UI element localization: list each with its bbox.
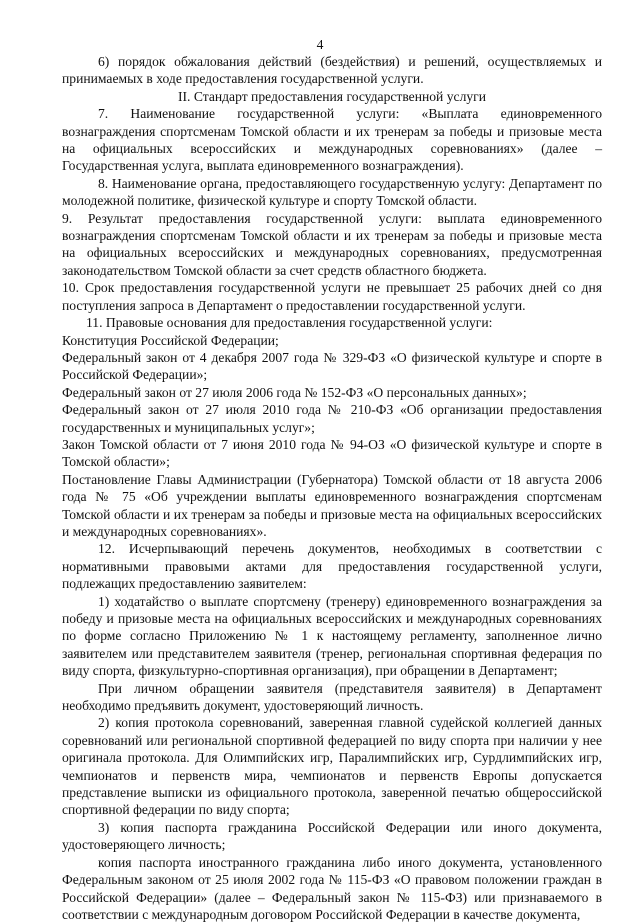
paragraph: При личном обращении заявителя (представителя заявителя) в Департамент необходимо предъявить документ, удостоверяющий личность. xyxy=(62,680,602,714)
paragraph: Постановление Главы Администрации (Губернатора) Томской области от 18 августа 2006 года № 75 «Об учреждении выплаты единовременного вознаграждения спортсменам Томской области и их тренерам за победы и призовые места на официальных всероссийских и международных соревнованиях». xyxy=(62,471,602,539)
paragraph: 3) копия паспорта гражданина Российской Федерации или иного документа, удостоверяющего личность; xyxy=(62,819,602,853)
paragraph: 7. Наименование государственной услуги: «Выплата единовременного вознаграждения спортсменам Томской области и их тренерам за победы и призовые места на официальных всероссийских и международных соревнованиях» (далее – Государственная услуга, выплата единовременного вознаграждения). xyxy=(62,106,602,174)
paragraph: Федеральный закон от 4 декабря 2007 года № 329-ФЗ «О физической культуре и спорте в Российской Федерации»; xyxy=(62,349,602,383)
paragraph: 12. Исчерпывающий перечень документов, необходимых в соответствии с нормативными правовыми актами для предоставления государственной услуги, подлежащих предоставлению заявителем: xyxy=(62,541,602,592)
document-body xyxy=(62,53,602,923)
paragraph: Конституция Российской Федерации; xyxy=(62,332,279,348)
page-number: 4 xyxy=(316,37,324,52)
section-heading: II. Стандарт предоставления государственной услуги xyxy=(177,88,486,104)
paragraph: 2) копия протокола соревнований, заверенная главной судейской коллегией данных соревнований или региональной спортивной федерацией по виду спорта при наличии у нее оригинала протокола. Для Олимпийских игр, Паралимпийских игр, Сурдлимпийских игр, чемпионатов и первенств мира, чемпионатов и первенств Европы допускается представление выписки из официального протокола, заверенной печатью общероссийской спортивной федерации по виду спорта; xyxy=(62,715,602,818)
paragraph: 1) ходатайство о выплате спортсмену (тренеру) единовременного вознаграждения за победу и призовые места на официальных всероссийских и международных соревнованиях по форме согласно Приложению № 1 к настоящему регламенту, заполненное лично заявителем или представителем заявителя (тренер, региональная спортивная федерация по виду спорта, физкультурно-спортивная организация), при обращении в Департамент; xyxy=(62,593,602,679)
paragraph: 9. Результат предоставления государственной услуги: выплата единовременного вознаграждения спортсменам Томской области и их тренерам за победы и призовые места на официальных всероссийских и международных соревнованиях, предусмотренная законодательством Томской области за счет средств областного бюджета. xyxy=(62,210,602,278)
paragraph: Федеральный закон от 27 июля 2010 года № 210-ФЗ «Об организации предоставления государственных и муниципальных услуг»; xyxy=(62,402,602,435)
paragraph: копия паспорта иностранного гражданина либо иного документа, установленного Федеральным законом от 25 июля 2002 года № 115-ФЗ «О правовом положении граждан в Российской Федерации» (далее – Федеральный закон № 115-ФЗ) или признаваемого в соответствии с международным договором Российской Федерации в качестве документа, xyxy=(62,854,602,922)
paragraph: Федеральный закон от 27 июля 2006 года № 152-ФЗ «О персональных данных»; xyxy=(62,384,527,400)
paragraph: 10. Срок предоставления государственной услуги не превышает 25 рабочих дней со дня поступления запроса в Департамент о предоставлении государственной услуги. xyxy=(62,280,602,313)
paragraph: 8. Наименование органа, предоставляющего государственную услугу: Департамент по молодежной политике, физической культуре и спорту Томской области. xyxy=(62,175,602,209)
paragraph: 6) порядок обжалования действий (бездействия) и решений, осуществляемых и принимаемых в ходе предоставления государственной услуги. xyxy=(62,54,602,87)
paragraph: Закон Томской области от 7 июня 2010 года № 94-ОЗ «О физической культуре и спорте в Томской области»; xyxy=(62,436,602,470)
paragraph: 11. Правовые основания для предоставления государственной услуги: xyxy=(86,315,493,331)
